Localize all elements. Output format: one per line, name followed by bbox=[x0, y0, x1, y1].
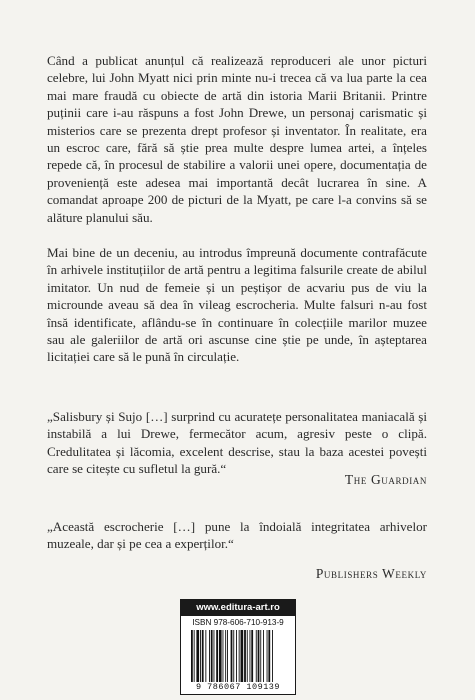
barcode-bar bbox=[272, 630, 273, 682]
barcode-bar bbox=[231, 630, 233, 682]
review-source-publishers-weekly: Publishers Weekly bbox=[315, 566, 427, 581]
barcode-bar bbox=[214, 630, 215, 682]
barcode-bar bbox=[194, 630, 195, 682]
isbn-text: ISBN 978-606-710-913-9 bbox=[192, 618, 284, 627]
barcode-bar bbox=[227, 630, 228, 682]
barcode-bar bbox=[209, 630, 210, 682]
barcode-bar bbox=[202, 630, 204, 682]
barcode-bar bbox=[247, 630, 248, 682]
barcode-bar bbox=[251, 630, 253, 682]
barcode-bar bbox=[241, 630, 244, 682]
barcode-bar bbox=[260, 630, 261, 682]
barcode-bar bbox=[216, 630, 218, 682]
barcode-label bbox=[180, 599, 296, 695]
barcode-bar bbox=[267, 630, 268, 682]
barcode-bar bbox=[233, 630, 234, 682]
review-quote-publishers-weekly: „Această escrocherie […] pune la îndoială integritatea arhivelor muzeale, dar și pe cea a experților.“ bbox=[47, 519, 427, 552]
barcode-bar bbox=[263, 630, 264, 682]
barcode-bar bbox=[225, 630, 226, 682]
barcode-bar bbox=[205, 630, 206, 682]
barcode-bar bbox=[219, 630, 222, 682]
blurb-paragraph-2: Mai bine de un deceniu, au introdus împreună documente contrafăcute în arhivele instituțiilor de artă pentru a legitima falsurile create de abilul imitator. Un nud de femeie și un peștișor de acvariu pus de viu la microunde aveau să dea în vileag escrocheria. Multe falsuri n-au fost însă identificate, aflându-se în continuare în colecțiile marilor muzee sau ale galeriilor de artă ori ascunse cine știe pe unde, în așteptarea licitației care să le pună în circulație. bbox=[47, 245, 427, 365]
barcode-bar bbox=[200, 630, 201, 682]
barcode-bar bbox=[256, 630, 257, 682]
barcode-bar bbox=[250, 630, 251, 682]
barcode-bar bbox=[244, 630, 246, 682]
barcode-bar bbox=[268, 630, 270, 682]
barcode-bar bbox=[191, 630, 193, 682]
review-quote-guardian: „Salisbury și Sujo […] surprind cu acuratețe personalitatea maniacală și instabilă a lui Drewe, fermecător acum, agresiv peste o clipă. Credulitatea și lăcomia, excelent descrise, stau la baza acestei povești care se citește cu sufletul la gură.“ bbox=[47, 409, 427, 477]
barcode-bar bbox=[223, 630, 224, 682]
barcode-bar bbox=[196, 630, 199, 682]
barcode-bar bbox=[239, 630, 240, 682]
barcode-bar bbox=[236, 630, 237, 682]
publisher-website: www.editura-art.ro bbox=[181, 600, 295, 616]
blurb-paragraph-1: Când a publicat anunțul că realizează reproduceri ale unor picturi celebre, lui John Myatt nici prin minte nu-i trecea că va lua parte la cea mai mare fraudă cu obiecte de artă din istoria Marii Britanii. Printre puținii care i-au răspuns a fost John Drewe, un personaj carismatic și misterios care se prezenta drept profesor și inventator. În realitate, era un escroc care, fără să știe prea multe despre lumea artei, a înțeles repede că, în procesul de stabilire a valorii unei opere, documentația de proveniență este adesea mai importantă decât lucrarea în sine. A comandat aproape 200 de picturi de la Myatt, pe care l-a convins să se alăture planului său. bbox=[47, 53, 427, 225]
review-source-guardian: The Guardian bbox=[344, 472, 427, 487]
barcode-bars bbox=[191, 630, 287, 682]
barcode-bar bbox=[258, 630, 260, 682]
barcode-digits: 9 786067 109139 bbox=[195, 682, 280, 692]
barcode-bar bbox=[211, 630, 213, 682]
